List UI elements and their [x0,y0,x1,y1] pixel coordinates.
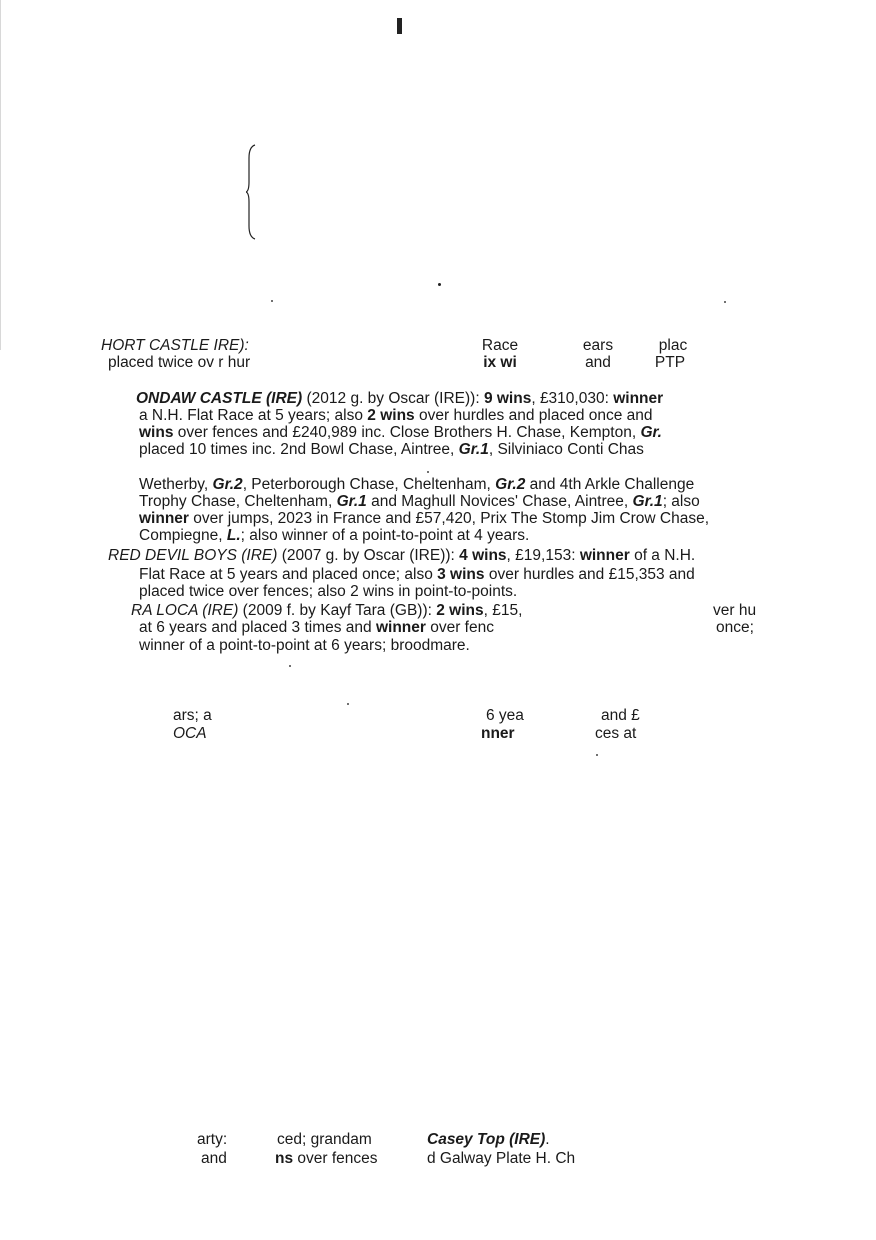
frag-ptp: PTP [654,354,686,371]
dot [271,300,273,302]
entry-line [139,510,709,527]
wins-text: wins [139,424,174,441]
grade: L. [226,527,241,544]
entry-line [139,476,694,493]
winner-text: winner [139,510,189,527]
text: over hurdles and £15,353 and [484,566,695,583]
text: over hurdles and placed once and [414,407,653,424]
text: over fences [293,1150,378,1167]
grade: Gr. [640,424,662,441]
dot [289,665,291,667]
text: , £15, [483,602,523,619]
wins-count: 3 wins [437,566,485,583]
grade: Gr.2 [212,476,243,493]
grade: Gr.1 [336,493,367,510]
wins-count: 2 wins [367,407,415,424]
placed-twice-text: placed twice ov r hur [108,354,251,371]
horse-name: RED DEVIL BOYS (IRE) [108,547,278,564]
fragment-text: 6 yea [486,707,524,724]
frag-race: Race [481,337,519,354]
entry-line [136,390,663,407]
horse-name: ONDAW CASTLE (IRE) [136,390,303,407]
wins-count: 4 wins [459,547,507,564]
dot [427,471,429,473]
text: placed 10 times inc. 2nd Bowl Chase, Aintree, [139,441,459,458]
text: Trophy Chase, Cheltenham, [139,493,337,510]
frag-and: and [585,354,611,371]
text: ns [275,1150,294,1167]
text: , £19,153: [506,547,580,564]
text: Flat Race at 5 years and placed once; also [139,566,438,583]
entry-line [139,441,644,458]
text: , Peterborough Chase, Cheltenham, [242,476,496,493]
wins-count: 9 wins [483,390,532,407]
winner-text: winner [375,619,426,636]
dot [596,754,598,756]
text: ; also winner of a point-to-point at 4 years. [240,527,530,544]
winner-text: winner [613,390,664,407]
fragment-text: and [201,1150,227,1167]
fragment-line [427,1131,550,1148]
text: (2012 g. by Oscar (IRE)): [302,390,484,407]
frag-plac: plac [658,337,688,354]
fragment-text: OCA [173,725,207,742]
frag-ix-wi: ix wi [483,354,517,371]
entry-line [139,619,494,636]
wins-count: 2 wins [436,602,484,619]
text: over jumps, 2023 in France and £57,420, Prix The Stomp Jim Crow Chase, [188,510,710,527]
text: at 6 years and placed 3 times and [139,619,376,636]
entry-line: placed twice over fences; also 2 wins in point-to-points. [139,583,518,600]
entry-line [131,602,522,619]
entry-line [108,547,695,564]
entry-line [139,407,653,424]
entry-line [139,527,529,544]
text: and Maghull Novices' Chase, Aintree, [366,493,633,510]
grade: Gr.1 [632,493,663,510]
text: . [545,1131,550,1148]
fragment-text: once; [716,619,754,636]
fragment-text: ver hu [713,602,757,619]
top-mark [397,18,402,34]
text: (2009 f. by Kayf Tara (GB)): [238,602,437,619]
fragment-line [275,1150,378,1167]
text: , Silviniaco Conti Chas [488,441,644,458]
fragment-text: ars; a [173,707,212,724]
page-left-edge [0,0,1,350]
fragment-text: arty: [197,1131,228,1148]
text: of a N.H. [629,547,696,564]
fragment-text: nner [481,725,515,742]
dot [438,283,441,286]
fragment-text: d Galway Plate H. Ch [427,1150,576,1167]
entry-line [139,424,662,441]
winner-text: winner [579,547,630,564]
text: Wetherby, [139,476,213,493]
fragment-text: and £ [601,707,640,724]
text: , £310,030: [531,390,614,407]
entry-line [139,493,700,510]
hort-castle-heading: HORT CASTLE IRE): [101,337,249,354]
dot [347,703,349,705]
text: (2007 g. by Oscar (IRE)): [277,547,460,564]
text: ; also [662,493,700,510]
fragment-text: ces at [595,725,637,742]
grade: Gr.1 [458,441,489,458]
horse-name: Casey Top (IRE) [427,1131,546,1148]
dot [724,301,726,303]
grade: Gr.2 [495,476,526,493]
text: over fences and £240,989 inc. Close Brothers H. Chase, Kempton, [173,424,641,441]
entry-line [139,566,695,583]
entry-line: winner of a point-to-point at 6 years; broodmare. [139,637,470,654]
text: a N.H. Flat Race at 5 years; also [139,407,368,424]
curly-brace [246,144,256,240]
text: and 4th Arkle Challenge [525,476,695,493]
horse-name: RA LOCA (IRE) [131,602,239,619]
fragment-text: ced; grandam [277,1131,372,1148]
text: Compiegne, [139,527,227,544]
text: over fenc [425,619,494,636]
frag-ears: ears [582,337,614,354]
